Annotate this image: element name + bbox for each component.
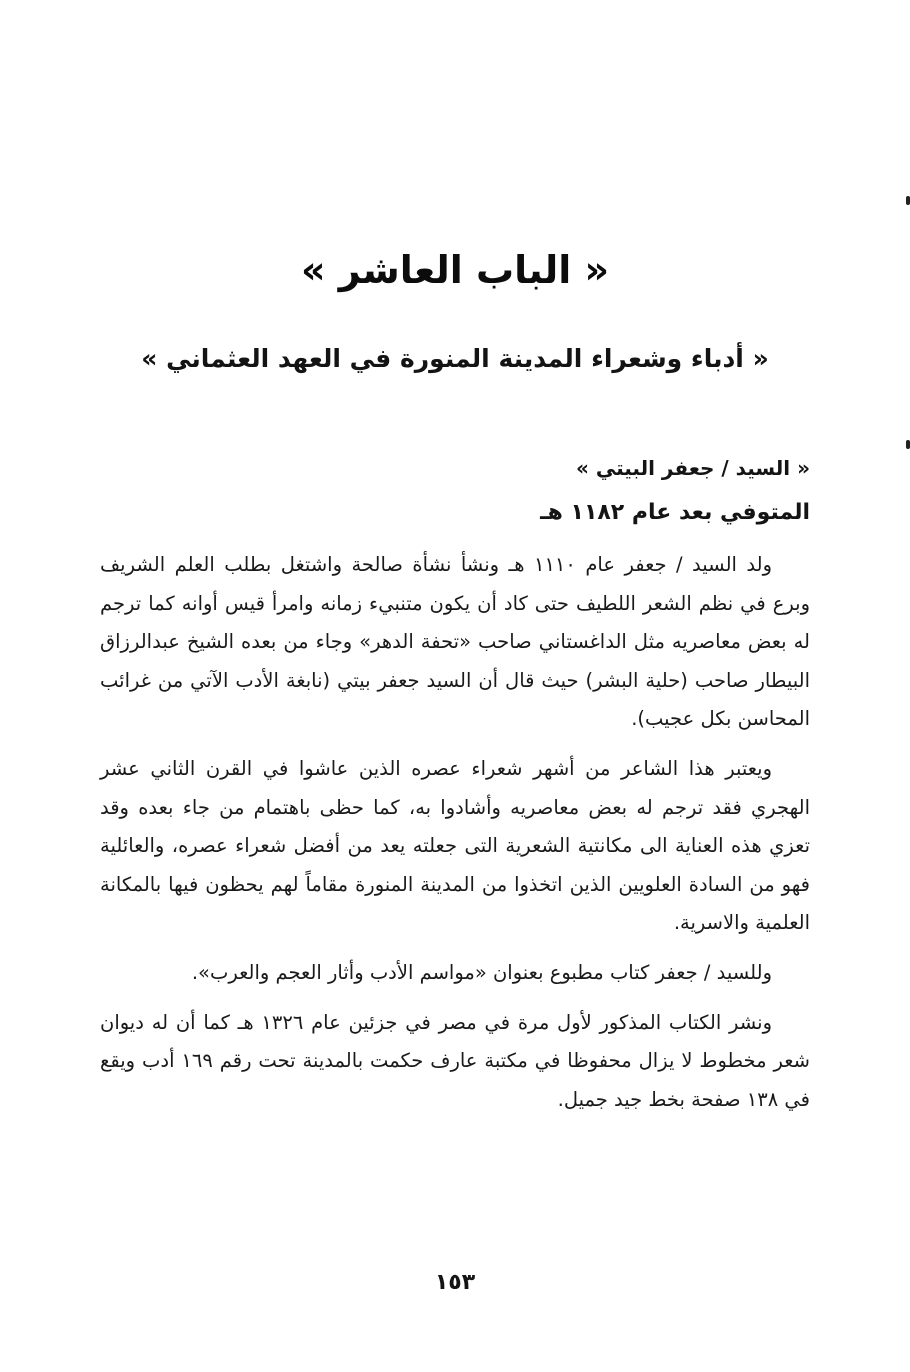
body-text (100, 546, 810, 1130)
paragraph: وللسيد / جعفر كتاب مطبوع بعنوان «مواسم الأدب وأثار العجم والعرب». (191, 960, 772, 984)
paragraph: ونشر الكتاب المذكور لأول مرة في مصر في جزئين عام ١٣٢٦ هـ كما أن له ديوان شعر مخطوط لا يزال محفوظا في مكتبة عارف حكمت بالمدينة تحت رقم ١٦٩ أدب ويقع في ١٣٨ صفحة بخط جيد جميل. (100, 1010, 810, 1111)
section-heading: « السيد / جعفر البيتي » (575, 456, 810, 480)
page-number: ١٥٣ (434, 1270, 476, 1295)
edge-mark (906, 440, 910, 449)
chapter-title: « الباب العاشر » (300, 248, 610, 292)
paragraph: ولد السيد / جعفر عام ١١١٠ هـ ونشأ نشأة صالحة واشتغل بطلب العلم الشريف وبرع في نظم الشعر اللطيف حتى كاد أن يكون متنبيء زمانه وامرأ قيس أوانه كما ترجم له بعض معاصريه مثل الداغستاني صاحب «تحفة الدهر» وجاء من بعده الشيخ عبدالرزاق البيطار صاحب (حلية البشر) حيث قال أن السيد جعفر بيتي (نابغة الأدب الآتي من غرائب المحاسن بكل عجيب). (100, 553, 810, 731)
paragraph: ويعتبر هذا الشاعر من أشهر شعراء عصره الذين عاشوا في القرن الثاني عشر الهجري فقد ترجم له بعض معاصريه وأشادوا به، كما حظى باهتمام من جاء بعده وقد تعزي هذه العناية الى مكانتية الشعرية التى جعلته يعد من أفضل شعراء عصره، والعائلية فهو من السادة العلويين الذين اتخذوا من المدينة المنورة مقاماً لهم يحظون فيها بالمكانة العلمية والاسرية. (100, 756, 810, 935)
section-subheading: المتوفي بعد عام ١١٨٢ هـ (540, 500, 810, 525)
chapter-subtitle: « أدباء وشعراء المدينة المنورة في العهد العثماني » (141, 344, 769, 373)
edge-mark (906, 196, 910, 205)
